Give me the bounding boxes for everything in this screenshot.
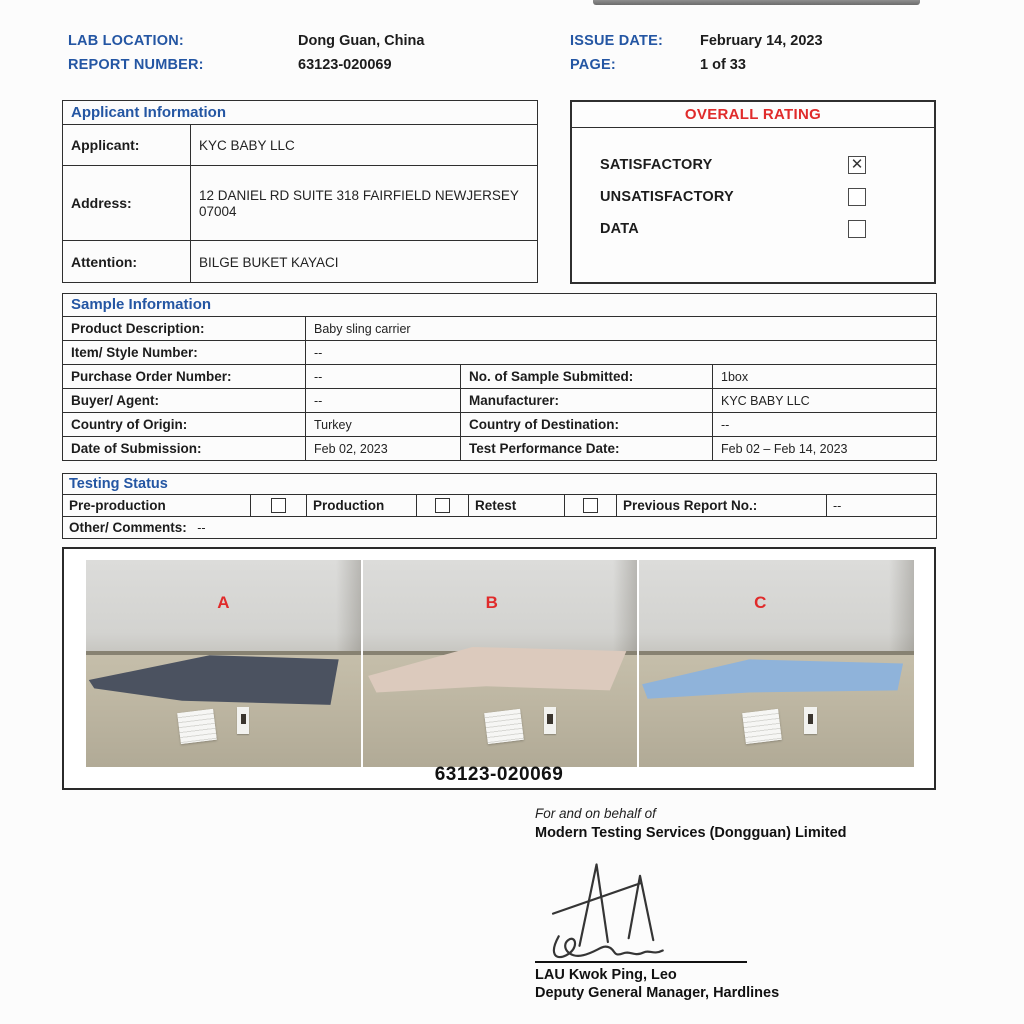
applicant-info-title: Applicant Information [71,104,226,121]
product-description-value: Baby sling carrier [314,321,411,336]
signatory-title: Deputy General Manager, Hardlines [535,985,780,1001]
issue-date-value: February 14, 2023 [700,33,823,49]
signature-company: Modern Testing Services (Dongguan) Limited [535,825,847,841]
sample-info-table [62,293,937,461]
purchase-order-label: Purchase Order Number: [71,368,232,384]
report-number-value: 63123-020069 [298,57,392,73]
manufacturer-value: KYC BABY LLC [721,393,810,408]
date-submission-label: Date of Submission: [71,440,202,456]
table-row [63,517,937,539]
other-comments-label: Other/ Comments: [69,519,187,535]
sample-tag [804,707,816,734]
data-checkbox[interactable] [848,220,866,238]
country-origin-value: Turkey [314,417,352,432]
rating-option-data [600,218,914,240]
buyer-agent-label: Buyer/ Agent: [71,392,160,408]
item-style-label: Item/ Style Number: [71,344,198,360]
item-style-value: -- [314,345,323,360]
signature-handwriting [543,855,703,959]
photo-letter-c: C [754,593,767,613]
overall-rating-box [570,100,936,284]
country-destination-value: -- [721,417,730,432]
overall-rating-title: OVERALL RATING [572,102,934,128]
sample-label-card [485,709,524,744]
applicant-value: KYC BABY LLC [199,138,295,153]
retest-label: Retest [475,497,517,513]
photo-baseboard [86,651,361,655]
pre-production-checkbox[interactable] [271,498,286,513]
table-row [63,241,538,283]
purchase-order-value: -- [314,369,323,384]
buyer-agent-value: -- [314,393,323,408]
production-checkbox[interactable] [435,498,450,513]
sample-photo-strip [86,560,914,767]
sample-tag [544,707,556,734]
table-row [63,341,937,365]
retest-checkbox[interactable] [583,498,598,513]
page-value: 1 of 33 [700,57,746,73]
rating-option-satisfactory [600,154,914,176]
test-performance-value: Feb 02 – Feb 14, 2023 [721,441,848,456]
other-comments-value: -- [197,520,206,535]
signature-for-text: For and on behalf of [535,806,656,821]
attention-label: Attention: [71,253,138,270]
photo-letter-b: B [485,593,498,613]
product-description-label: Product Description: [71,320,205,336]
data-label: DATA [600,221,639,237]
rating-option-unsatisfactory [600,186,914,208]
unsatisfactory-checkbox[interactable] [848,188,866,206]
sample-label-card [178,709,217,744]
satisfactory-label: SATISFACTORY [600,157,713,173]
attention-value: BILGE BUKET KAYACI [199,254,339,270]
satisfactory-checkbox[interactable]: ✕ [848,156,866,174]
testing-status-title: Testing Status [69,476,168,492]
table-row [63,495,937,517]
country-origin-label: Country of Origin: [71,416,188,432]
sample-submitted-label: No. of Sample Submitted: [469,368,634,384]
sample-photo-b [363,560,638,767]
sample-tag [237,707,249,734]
table-row [63,437,937,461]
sample-label-card [742,709,781,744]
address-value: 12 DANIEL RD SUITE 318 FAIRFIELD NEWJERSEY 07004 [199,188,519,219]
test-performance-label: Test Performance Date: [469,440,620,456]
signature-line [535,961,747,963]
sample-photo-a [86,560,361,767]
pre-production-label: Pre-production [69,497,166,513]
previous-report-value: -- [833,498,842,513]
production-label: Production [313,497,385,513]
page-label: PAGE: [570,57,616,73]
testing-status-table [62,473,937,539]
issue-date-label: ISSUE DATE: [570,33,663,49]
photo-letter-a: A [217,593,230,613]
table-row [63,125,538,166]
sample-info-title: Sample Information [71,296,212,313]
applicant-info-table [62,100,538,283]
table-row [63,365,937,389]
signature-block [535,806,935,1001]
table-row [63,166,538,241]
table-row [63,389,937,413]
photo-caption-report-number: 63123-020069 [434,764,564,785]
lab-location-label: LAB LOCATION: [68,33,184,49]
unsatisfactory-label: UNSATISFACTORY [600,189,734,205]
applicant-label: Applicant: [71,137,140,153]
table-row [63,317,937,341]
sample-submitted-value: 1box [721,369,749,384]
table-row [63,413,937,437]
sample-photo-c [639,560,914,767]
date-submission-value: Feb 02, 2023 [314,441,388,456]
report-number-label: REPORT NUMBER: [68,57,204,73]
sample-photos-box [62,547,936,790]
signatory-name: LAU Kwok Ping, Leo [535,967,677,983]
country-destination-label: Country of Destination: [469,416,619,432]
photo-baseboard [639,651,914,655]
scan-edge-artifact [593,0,920,5]
lab-location-value: Dong Guan, China [298,33,425,49]
previous-report-label: Previous Report No.: [623,497,758,513]
address-label: Address: [71,195,132,211]
manufacturer-label: Manufacturer: [469,392,560,408]
